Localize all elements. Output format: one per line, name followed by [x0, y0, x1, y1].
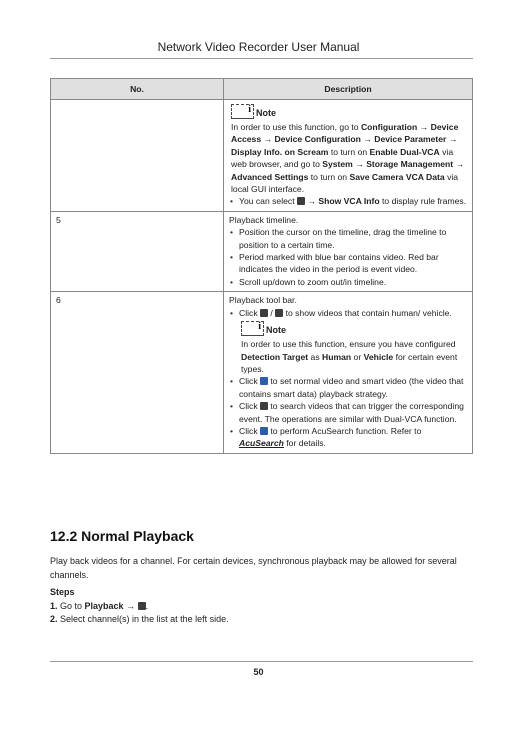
list-item: • Click to set normal video and smart video (the video that contains smart data) playback strategy.	[239, 375, 467, 400]
note-info-icon: i	[231, 104, 254, 119]
note-label: Note	[256, 107, 276, 118]
list-item: • Click to perform AcuSearch function. Refer to AcuSearch for details.	[239, 425, 467, 450]
step-item: 1. Go to Playback → .	[50, 601, 149, 611]
vehicle-filter-icon	[275, 309, 283, 317]
list-item: • You can select → Show VCA Info to display rule frames.	[239, 195, 467, 207]
row-number: 5	[51, 211, 224, 291]
bullet-list	[229, 226, 467, 288]
description-table	[50, 78, 473, 454]
note-header	[241, 321, 467, 336]
playback-icon	[138, 602, 146, 610]
row-intro: Playback timeline.	[229, 214, 299, 225]
column-header-description: Description	[224, 79, 473, 100]
row-number: 6	[51, 292, 224, 453]
list-item: • Scroll up/down to zoom out/in timeline.	[239, 276, 467, 288]
row-description	[224, 100, 473, 212]
column-header-no: No.	[51, 79, 224, 100]
row-intro: Playback tool bar.	[229, 295, 297, 306]
document-header: Network Video Recorder User Manual	[157, 40, 360, 54]
step-item: 2. Select channel(s) in the list at the left side.	[50, 614, 229, 624]
table-row	[51, 292, 473, 453]
acusearch-link[interactable]: AcuSearch	[239, 438, 284, 449]
note-label: Note	[266, 324, 286, 335]
list-item: • Click / to show videos that contain human/ vehicle. i Note In order to use this function, ensure you have configured Detection Target as Human or Vehicle for certain event types.	[239, 307, 467, 376]
row-description	[224, 292, 473, 453]
note-text: In order to use this function, ensure you have configured Detection Target as Human or Vehicle for certain event types.	[241, 339, 458, 374]
acusearch-icon	[260, 427, 268, 435]
list-item: • Position the cursor on the timeline, drag the timeline to position to a certain time.	[239, 226, 467, 251]
playback-strategy-icon	[260, 377, 268, 385]
section-heading: 12.2 Normal Playback	[50, 528, 194, 544]
steps-label: Steps	[50, 587, 75, 597]
footer-divider	[50, 661, 473, 662]
note-info-icon: i	[241, 321, 264, 336]
section-paragraph: Play back videos for a channel. For certain devices, synchronous playback may be allowed for several channels.	[50, 556, 457, 580]
table-row	[51, 211, 473, 291]
table-header-row	[51, 79, 473, 100]
header-divider	[50, 58, 473, 59]
row-number	[51, 100, 224, 212]
note-header	[231, 104, 467, 119]
bullet-list	[229, 307, 467, 450]
more-menu-icon	[297, 197, 305, 205]
page-number: 50	[253, 667, 264, 677]
event-search-icon	[260, 402, 268, 410]
table-row	[51, 100, 473, 212]
bullet-list	[229, 195, 467, 207]
list-item: • Click to search videos that can trigger the corresponding event. The operations are similar with Dual-VCA function.	[239, 400, 467, 425]
note-text: In order to use this function, go to Configuration → Device Access → Device Configuration → Device Parameter → Display Info. on Scream to turn on Enable Dual-VCA via web browser, and go to System → Storage Management → Advanced Settings to turn on Save Camera VCA Data via local GUI interface.	[231, 122, 465, 195]
row-description	[224, 211, 473, 291]
list-item: • Period marked with blue bar contains video. Red bar indicates the video in the period is event video.	[239, 251, 467, 276]
human-filter-icon	[260, 309, 268, 317]
